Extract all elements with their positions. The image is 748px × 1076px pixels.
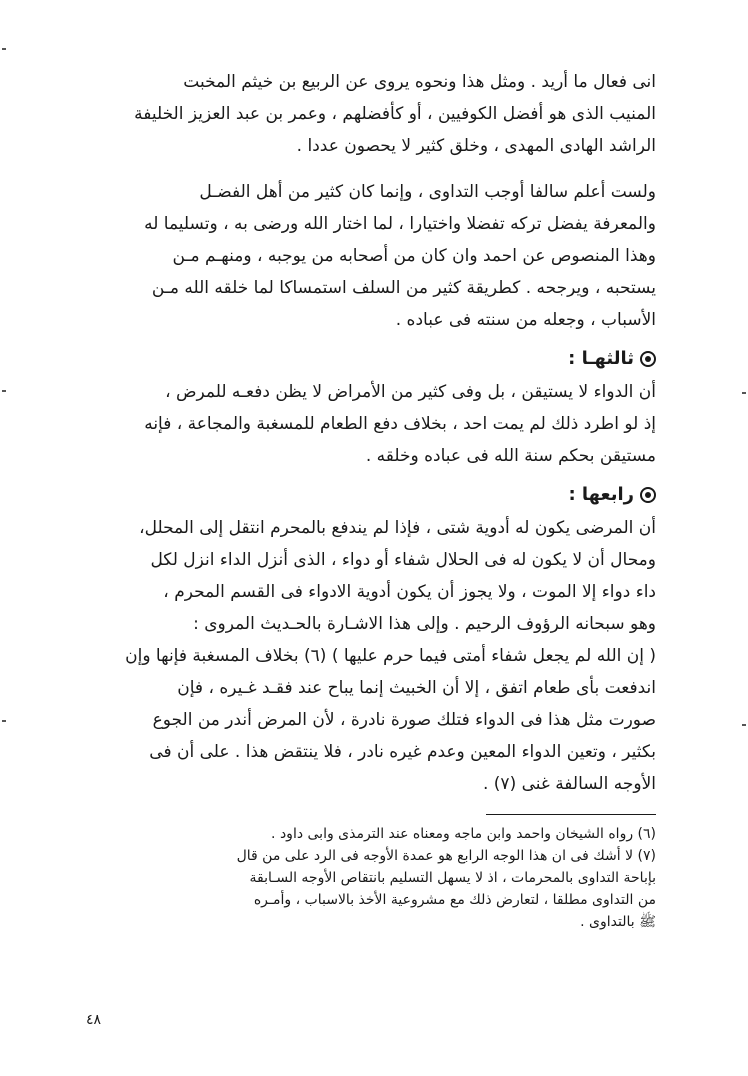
text-line: الراشد الهادى المهدى ، وخلق كثير لا يحصون عددا . — [296, 136, 656, 156]
page-number: ٤٨ — [86, 1012, 102, 1028]
paragraph-1 — [96, 66, 656, 162]
text-line: ( إن الله لم يجعل شفاء أمتى فيما حرم عليها ) (٦) بخلاف المسغبة فإنها وإن — [125, 646, 656, 666]
footnote-line: (٧) لا أشك فى ان هذا الوجه الرابع هو عمدة الأوجه فى الرد على من قال — [236, 848, 656, 864]
text-line: ولست أعلم سالفا أوجب التداوى ، وإنما كان كثير من أهل الفضـل — [199, 182, 656, 202]
text-line: يستحبه ، ويرجحه . كطريقة كثير من السلف استمساكا لما خلقه الله مـن — [151, 278, 656, 298]
text-line: وهو سبحانه الرؤوف الرحيم . وإلى هذا الاشـارة بالحـديث المروى : — [193, 614, 656, 634]
scan-mark — [2, 48, 6, 50]
scan-mark — [2, 720, 6, 722]
scan-mark — [742, 724, 746, 726]
footnotes — [96, 823, 656, 933]
text-line: الأسباب ، وجعله من سنته فى عباده . — [395, 310, 656, 330]
text-line: إذ لو اطرد ذلك لم يمت احد ، بخلاف دفع الطعام للمسغبة والمجاعة ، فإنه — [144, 414, 656, 434]
heading-text: رابعها : — [568, 484, 634, 505]
scan-mark — [742, 392, 746, 394]
text-line: صورت مثل هذا فى الدواء فتلك صورة نادرة ، لأن المرض أندر من الجوع — [152, 710, 656, 730]
text-line: أن المرضى يكون له أدوية شتى ، فإذا لم يندفع بالمحرم انتقل إلى المحلل، — [139, 518, 656, 538]
footnote-line: من التداوى مطلقا ، لتعارض ذلك مع مشروعية الأخذ بالاسباب ، وأمـره — [253, 892, 656, 908]
footnote-line: بإباحة التداوى بالمحرمات ، اذ لا يسهل التسليم بانتقاص الأوجه السـابقة — [249, 870, 656, 886]
text-line: ومحال أن لا يكون له فى الحلال شفاء أو دواء ، الذى أنزل الداء انزل لكل — [150, 550, 656, 570]
section-heading-fourth — [96, 478, 656, 512]
text-line: وهذا المنصوص عن احمد وان كان من أصحابه من يوجبه ، ومنهـم مـن — [172, 246, 656, 266]
bullet-icon — [640, 487, 656, 503]
document-page — [96, 66, 656, 933]
bullet-icon — [640, 351, 656, 367]
text-line: داء دواء إلا الموت ، ولا يجوز أن يكون أدوية الادواء فى القسم المحرم ، — [163, 582, 656, 602]
text-line: مستيقن بحكم سنة الله فى عباده وخلقه . — [365, 446, 656, 466]
footnote-line: (٦) رواه الشيخان واحمد وابن ماجه ومعناه عند الترمذى وابى داود . — [271, 826, 656, 842]
section-heading-third — [96, 342, 656, 376]
text-line: المنيب الذى هو أفضل الكوفيين ، أو كأفضلهم ، وعمر بن عبد العزيز الخليفة — [134, 104, 656, 124]
paragraph-4 — [96, 512, 656, 800]
paragraph-3 — [96, 376, 656, 472]
text-line: أن الدواء لا يستيقن ، بل وفى كثير من الأمراض لا يظن دفعـه للمرض ، — [165, 382, 656, 402]
heading-text: ثالثهـا : — [568, 348, 634, 369]
text-line: الأوجه السالفة غنى (٧) . — [482, 774, 656, 794]
text-line: بكثير ، وتعين الدواء المعين وعدم غيره نادر ، فلا ينتقض هذا . على أن فى — [149, 742, 656, 762]
footnote-divider — [486, 814, 656, 815]
footnote-line: ﷺ بالتداوى . — [580, 914, 656, 930]
paragraph-2 — [96, 176, 656, 336]
text-line: انى فعال ما أريد . ومثل هذا ونحوه يروى عن الربيع بن خيثم المخبت — [183, 72, 656, 92]
scan-mark — [2, 390, 6, 392]
text-line: اندفعت بأى طعام اتفق ، إلا أن الخبيث إنما يباح عند فقـد غـيره ، فإن — [177, 678, 656, 698]
text-line: والمعرفة يفضل تركه تفضلا واختيارا ، لما اختار الله ورضى به ، وتسليما له — [144, 214, 656, 234]
